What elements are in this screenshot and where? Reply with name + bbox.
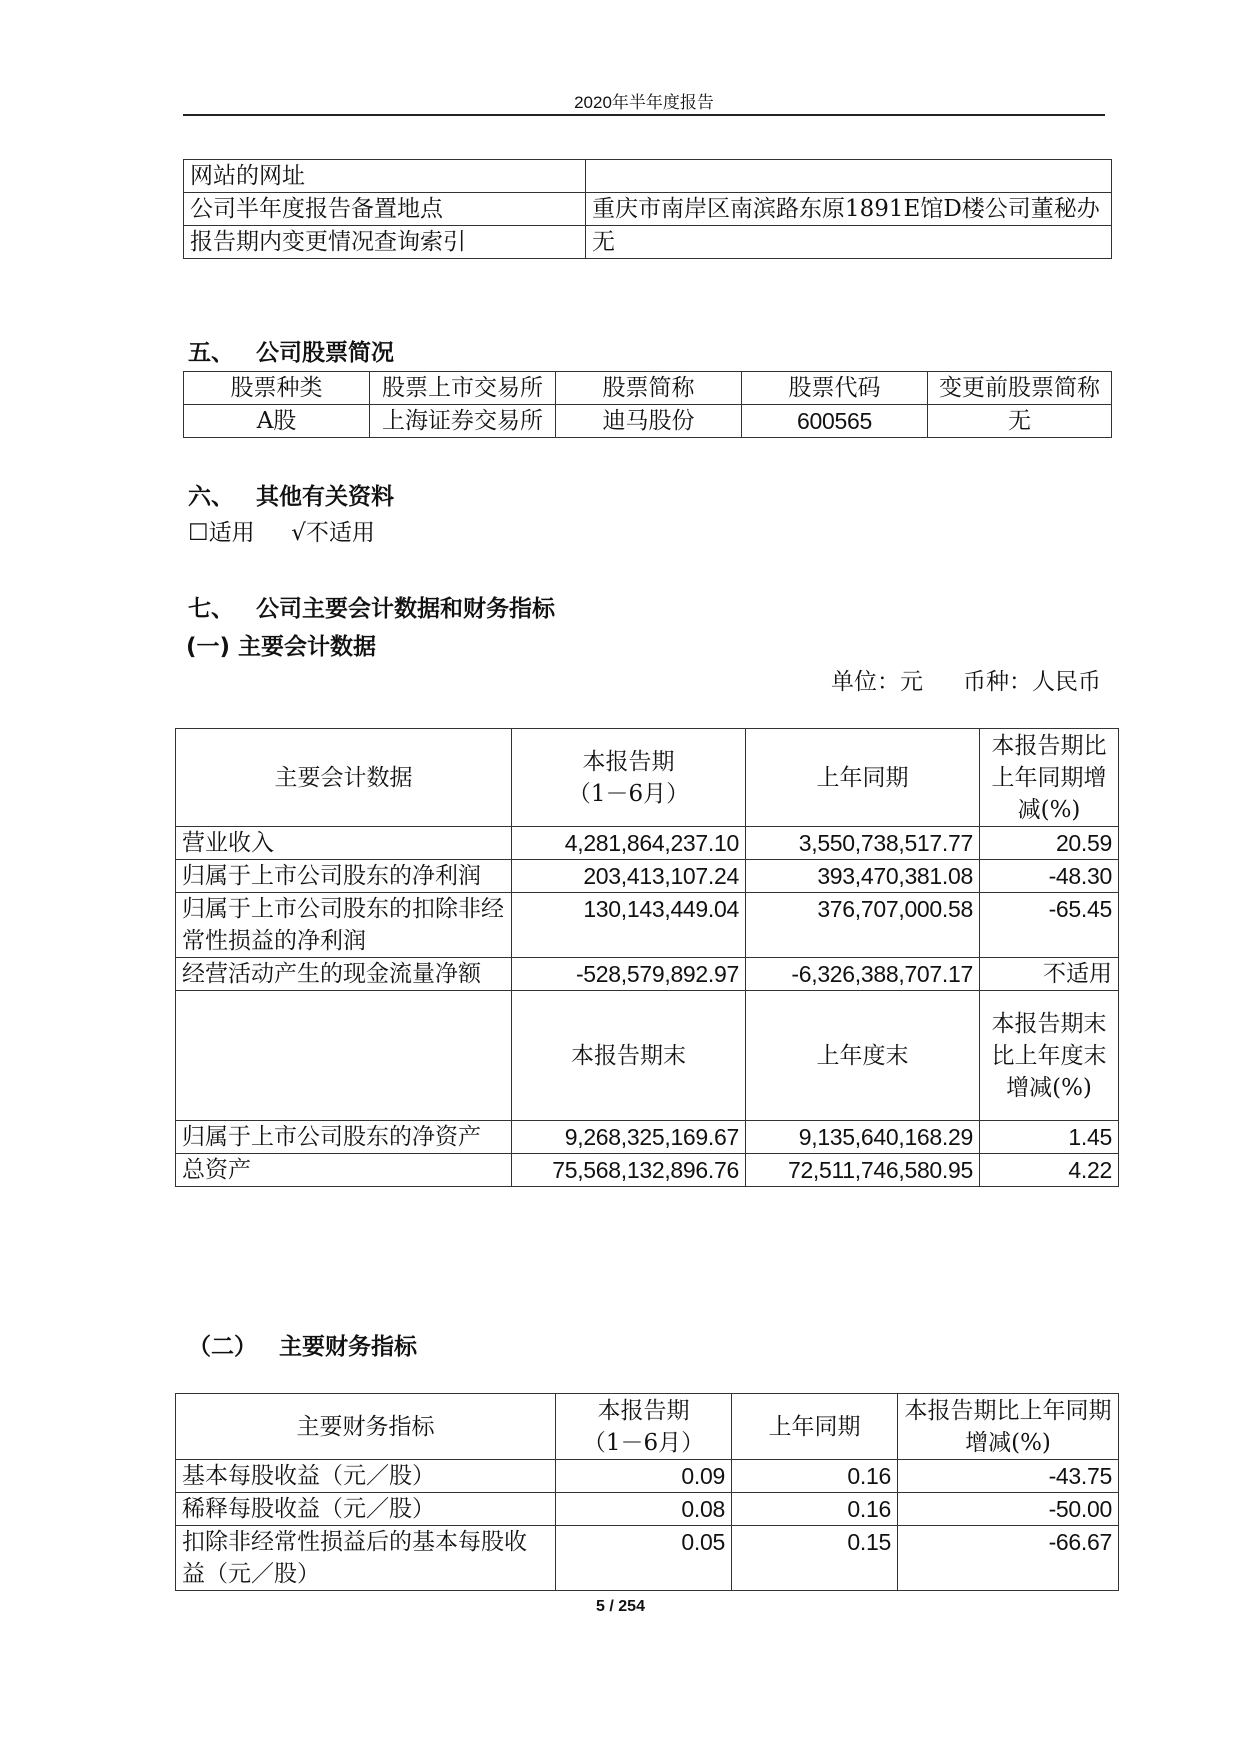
row-label: 经营活动产生的现金流量净额: [176, 958, 512, 991]
table-row: [176, 958, 1119, 991]
row-label: 归属于上市公司股东的净资产: [176, 1121, 512, 1154]
stock-former-name: 无: [928, 405, 1112, 438]
change-pct: 20.59: [980, 827, 1119, 860]
info-table: [183, 159, 1112, 259]
table-row: [184, 193, 1112, 226]
current-value: 9,268,325,169.67: [512, 1121, 746, 1154]
current-value: 203,413,107.24: [512, 860, 746, 893]
header-cell: 股票种类: [184, 372, 370, 405]
prior-value: 3,550,738,517.77: [746, 827, 980, 860]
table-header-row: [176, 991, 1119, 1121]
table-row: [176, 1526, 1119, 1591]
subsection-2-heading: [188, 1328, 417, 1361]
info-value: 重庆市南岸区南滨路东原1891E馆D楼公司董秘办: [586, 193, 1112, 226]
header-cell: 本报告期末: [512, 991, 746, 1121]
info-label: 报告期内变更情况查询索引: [184, 226, 586, 259]
subsection-1-heading: (一) 主要会计数据: [186, 634, 377, 660]
table-row: [184, 226, 1112, 259]
current-value: 0.09: [556, 1460, 732, 1493]
table-row: [176, 860, 1119, 893]
change-pct: 1.45: [980, 1121, 1119, 1154]
row-label: 营业收入: [176, 827, 512, 860]
applicability-options: [188, 514, 375, 547]
table-row: [176, 1493, 1119, 1526]
info-value: [586, 160, 1112, 193]
header-cell: 主要财务指标: [176, 1394, 556, 1460]
header-cell: [176, 991, 512, 1121]
prior-value: 393,470,381.08: [746, 860, 980, 893]
table-header-row: [184, 372, 1112, 405]
change-pct: -48.30: [980, 860, 1119, 893]
unit-line: [831, 663, 1101, 696]
page-number: 5 / 254: [596, 1598, 645, 1615]
header-cell: 本报告期末比上年度末增减(%): [980, 991, 1119, 1121]
stock-table: [183, 371, 1112, 438]
current-value: 130,143,449.04: [512, 893, 746, 958]
table-row: [184, 405, 1112, 438]
checkbox-icon: ☐: [188, 520, 209, 546]
checkmark-icon: √: [291, 520, 306, 546]
header-cell: 上年同期: [732, 1394, 898, 1460]
header-cell: 本报告期比上年同期增减(%): [980, 729, 1119, 827]
change-pct: -43.75: [898, 1460, 1119, 1493]
change-pct: -66.67: [898, 1526, 1119, 1591]
header-cell: 主要会计数据: [176, 729, 512, 827]
option-not-applicable: 不适用: [305, 520, 375, 546]
row-label: 总资产: [176, 1154, 512, 1187]
prior-value: 0.16: [732, 1460, 898, 1493]
row-label: 归属于上市公司股东的扣除非经常性损益的净利润: [176, 893, 512, 958]
prior-value: 0.15: [732, 1526, 898, 1591]
section-number: 五、: [188, 340, 234, 366]
prior-value: -6,326,388,707.17: [746, 958, 980, 991]
current-value: 0.05: [556, 1526, 732, 1591]
header-cell: 本报告期 （1－6月）: [512, 729, 746, 827]
change-pct: 4.22: [980, 1154, 1119, 1187]
change-pct: -50.00: [898, 1493, 1119, 1526]
option-applicable: 适用: [208, 520, 255, 546]
table-row: [176, 1121, 1119, 1154]
header-cell: 股票上市交易所: [370, 372, 556, 405]
section-7-heading: [188, 590, 555, 623]
section-number: 六、: [188, 484, 234, 510]
change-pct: 不适用: [980, 958, 1119, 991]
prior-value: 376,707,000.58: [746, 893, 980, 958]
section-5-heading: [188, 334, 394, 367]
table-header-row: [176, 1394, 1119, 1460]
info-label: 公司半年度报告备置地点: [184, 193, 586, 226]
header-cell: 股票代码: [742, 372, 928, 405]
financial-indicators-table: [175, 1393, 1119, 1591]
page-header: 2020年半年度报告: [574, 93, 714, 112]
section-title: 主要财务指标: [279, 1334, 417, 1360]
section-number: 七、: [188, 596, 234, 622]
section-title: 其他有关资料: [256, 484, 394, 510]
info-label: 网站的网址: [184, 160, 586, 193]
header-cell: 本报告期比上年同期增减(%): [898, 1394, 1119, 1460]
row-label: 扣除非经常性损益后的基本每股收益（元／股）: [176, 1526, 556, 1591]
table-header-row: [176, 729, 1119, 827]
current-value: 4,281,864,237.10: [512, 827, 746, 860]
currency-label: 币种：人民币: [963, 669, 1101, 695]
header-cell: 股票简称: [556, 372, 742, 405]
table-row: [176, 893, 1119, 958]
prior-value: 0.16: [732, 1493, 898, 1526]
table-row: [176, 1154, 1119, 1187]
section-6-heading: [188, 478, 394, 511]
header-cell: 上年度末: [746, 991, 980, 1121]
table-row: [184, 160, 1112, 193]
header-cell: 本报告期 （1－6月）: [556, 1394, 732, 1460]
accounting-data-table: [175, 728, 1119, 1187]
current-value: 0.08: [556, 1493, 732, 1526]
stock-code: 600565: [742, 405, 928, 438]
section-title: 公司股票简况: [256, 340, 394, 366]
section-number: （二）: [188, 1334, 257, 1360]
header-cell: 上年同期: [746, 729, 980, 827]
current-value: 75,568,132,896.76: [512, 1154, 746, 1187]
stock-exchange: 上海证券交易所: [370, 405, 556, 438]
row-label: 基本每股收益（元／股）: [176, 1460, 556, 1493]
change-pct: -65.45: [980, 893, 1119, 958]
row-label: 归属于上市公司股东的净利润: [176, 860, 512, 893]
stock-short-name: 迪马股份: [556, 405, 742, 438]
unit-label: 单位：元: [831, 669, 923, 695]
current-value: -528,579,892.97: [512, 958, 746, 991]
stock-type: A股: [184, 405, 370, 438]
table-row: [176, 827, 1119, 860]
row-label: 稀释每股收益（元／股）: [176, 1493, 556, 1526]
section-title: 公司主要会计数据和财务指标: [256, 596, 555, 622]
header-cell: 变更前股票简称: [928, 372, 1112, 405]
table-row: [176, 1460, 1119, 1493]
prior-value: 9,135,640,168.29: [746, 1121, 980, 1154]
prior-value: 72,511,746,580.95: [746, 1154, 980, 1187]
header-rule: [183, 114, 1105, 116]
info-value: 无: [586, 226, 1112, 259]
